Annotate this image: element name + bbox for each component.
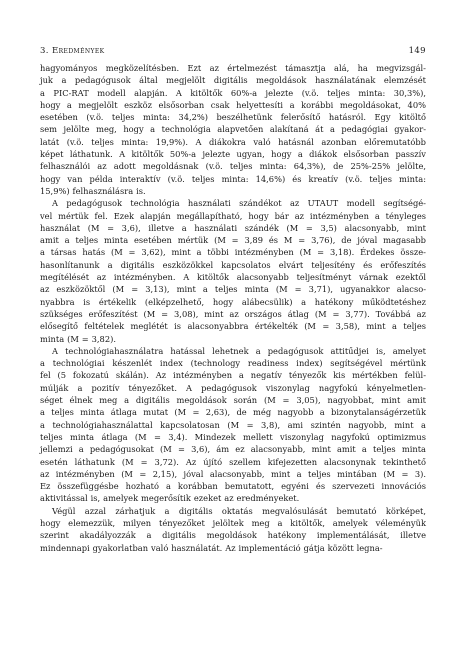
text-line: sem jelölte meg, hogy a technológia alapvetően alakítaná át a pedagógiai gyakor-: [40, 124, 426, 135]
text-line: mindennapi gyakorlatban való használatát. Az implementáció gátja között legna-: [40, 542, 383, 553]
text-line: nyabbra is értékelik (elképzelhető, hogy alábecsülik) a hatékony működtetéshez: [40, 296, 426, 307]
text-line: jellemzi a pedagógusokat (M = 3,6), ám ez alacsonyabb, mint amit a teljes minta: [40, 444, 426, 455]
text-line: az intézményben (M = 2,15), jóval alacsonyabb, mint a teljes mintában (M = 3).: [40, 468, 426, 479]
text-line: latát (v.ö. teljes minta: 19,9%). A diákokra való hatásnál azonban előremutatóbb: [40, 136, 426, 147]
text-line: szükséges erőfeszítést (M = 3,08), mint az országos átlag (M = 3,77). Továbbá az: [40, 308, 426, 319]
text-line: szerint akadályozzák a digitális megoldások hatékony implementálását, illetve: [40, 530, 426, 541]
text-line: a technológiai készenlét index (technology readiness index) segítségével mértünk: [40, 358, 426, 369]
text-line: esetében (v.ö. teljes minta: 34,2%) beszélhetünk felerősítő hatásról. Egy kitöltő: [40, 112, 426, 123]
text-line: használat (M = 3,6), illetve a használati szándék (M = 3,5) alacsonyabb, mint: [40, 222, 426, 233]
text-line: a technológiahasználattal kapcsolatosan (M = 3,8), ami szintén nagyobb, mint a: [40, 419, 426, 430]
text-line: a teljes minta átlaga mutat (M = 2,63), de még nagyobb a bizonytalanságérzetük: [40, 407, 426, 418]
paragraph: [40, 505, 426, 554]
text-line: hogy van példa interaktív (v.ö. teljes minta: 14,6%) és kreatív (v.ö. teljes minta:: [40, 173, 426, 184]
paragraph: [40, 345, 426, 505]
text-line: séget élnek meg a digitális megoldások során (M = 3,05), nagyobbat, mint amit: [40, 395, 426, 406]
running-head: [40, 46, 426, 58]
text-line: vel mértük fel. Ezek alapján megállapítható, hogy bár az intézményben a tényleges: [40, 210, 426, 221]
text-line: minta (M = 3,82).: [40, 333, 116, 344]
text-line: Végül azzal zárhatjuk a digitális oktatás megvalósulását bemutató körképet,: [52, 505, 426, 516]
text-line: hogy a megjelölt eszköz elsősorban csak helyettesíti a korábbi megoldásokat, 40%: [40, 99, 426, 110]
paragraph: [40, 197, 426, 345]
text-line: képet láthatunk. A kitöltők 50%-a jelezte ugyan, hogy a diákok elsősorban passzív: [40, 149, 426, 160]
text-line: aktivitással is, amelyek megerősítik ezeket az eredményeket.: [40, 493, 300, 504]
text-line: hagyományos megközelítésben. Ezt az értelmezést támasztja alá, ha megvizsgál-: [40, 63, 426, 73]
text-line: juk a pedagógusok által megjelölt digitális megoldások használatának elemzését: [40, 75, 426, 86]
text-line: teljes minta átlaga (M = 3,4). Mindezek mellett viszonylag nagyfokú optimizmus: [40, 431, 426, 442]
text-line: hogy elemezzük, milyen tényezőket jelöltek meg a kitöltők, amelyek véleményük: [40, 517, 426, 528]
text-line: elősegítő feltételek meglétét is alacsonyabbra értékelték (M = 3,58), mint a teljes: [40, 321, 426, 332]
text-line: az eszközöktől (M = 3,13), mint a teljes minta (M = 3,71), ugyanakkor alacso-: [40, 284, 426, 295]
text-line: a társas hatás (M = 3,62), mint a többi intézményben (M = 3,18). Érdekes össze-: [40, 247, 426, 258]
text-line: A technológiahasználatra hatással lehetnek a pedagógusok attitűdjei is, amelyet: [52, 345, 426, 356]
text-line: amit a teljes minta esetében mértük (M = 3,89 és M = 3,76), de jóval magasabb: [40, 235, 426, 246]
text-line: a PIC-RAT modell alapján. A kitöltők 60%-a jelezte (v.ö. teljes minta: 30,3%),: [40, 87, 426, 98]
text-line: hasonlítanunk a digitális eszközökkel kapcsolatos elvárt teljesítény és erőfeszítés: [40, 259, 426, 270]
page-number: 149: [408, 46, 426, 56]
chapter-title: 3. Eredmények: [40, 46, 105, 56]
text-line: megítélését az intézményben. A kitöltők alacsonyabb teljesítményt várnak ezektől: [40, 272, 426, 283]
body-text: [40, 62, 426, 554]
text-line: fel (5 fokozatú skálán). Az intézményben a negatív tényezők kis mértékben felül-: [40, 370, 426, 381]
text-line: esetén láthatunk (M = 3,72). Az újító szellem kifejezetten alacsonynak tekinthető: [40, 456, 426, 467]
text-line: múlják a pozitív tényezőket. A pedagógusok viszonylag nagyfokú kényelmetlen-: [40, 382, 426, 393]
text-line: Ez összefüggésbe hozható a korábban bemutatott, egyéni és szervezeti innovációs: [40, 481, 426, 492]
paragraph: [40, 62, 426, 197]
text-line: felhasználói az adott megoldásnak (v.ö. teljes minta: 64,3%), de 25%-25% jelölte,: [40, 161, 426, 172]
text-line: A pedagógusok technológia használati szándékot az UTAUT modell segítségé-: [52, 198, 426, 209]
text-line: 15,9%) felhasználásra is.: [40, 185, 146, 196]
